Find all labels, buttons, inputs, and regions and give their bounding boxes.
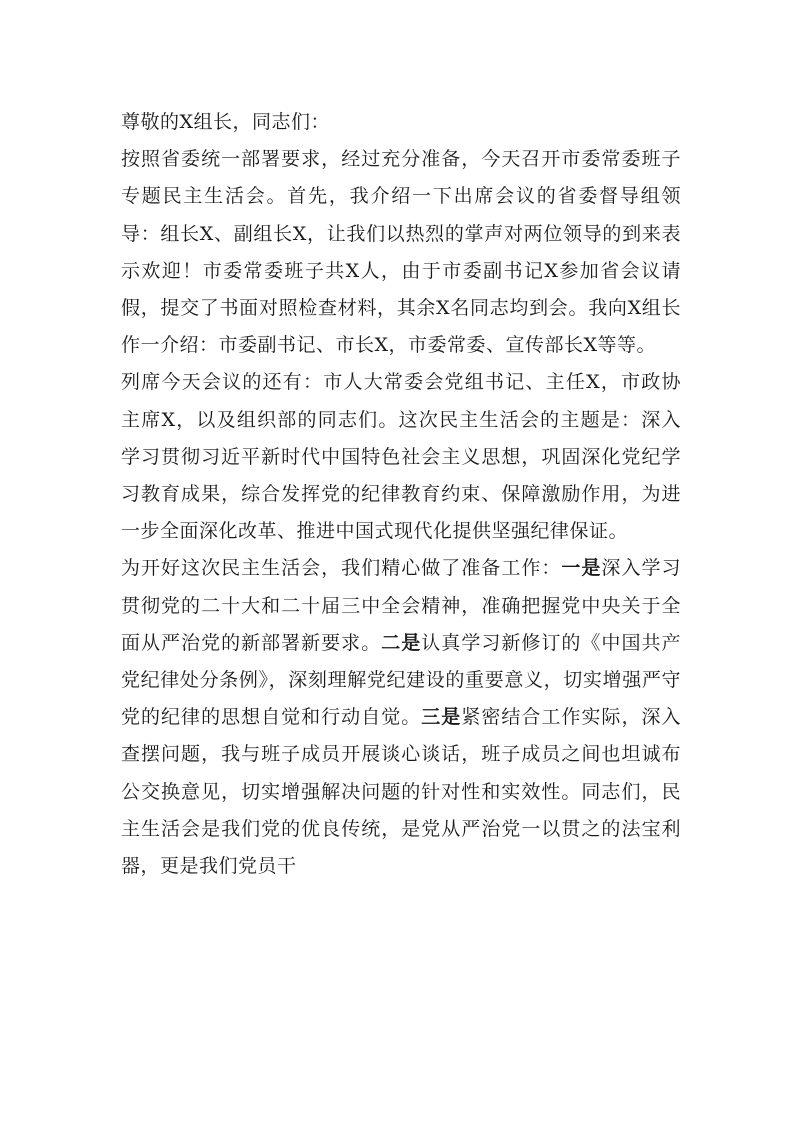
paragraph-text: 认真学习新修订的《中国共产党纪律处分条例》，深刻理解党纪建设的重要意义，切实增强严守党的纪律的思想自觉和行动自觉。 — [121, 631, 681, 729]
paragraph-1 — [121, 141, 681, 364]
paragraph-text: 深入学习贯彻党的二十大和二十届三中全会精神，准确把握党中央关于全面从严治党的新部署新要求。 — [121, 557, 681, 654]
document-body — [121, 104, 681, 885]
paragraph-text: 紧密结合工作实际，深入查摆问题，我与班子成员开展谈心谈话，班子成员之间也坦诚布公交换意见，切实增强解决问题的针对性和实效性。同志们，民主生活会是我们党的优良传统，是党从严治党一以贯之的法宝利器，更是我们党员干 — [121, 706, 681, 878]
paragraph-text: 列席今天会议的还有：市人大常委会党组书记、主任X，市政协主席X，以及组织部的同志们。这次民主生活会的主题是：深入学习贯彻习近平新时代中国特色社会主义思想，巩固深化党纪学习教育成果，综合发挥党的纪律教育约束、保障激励作用，为进一步全面深化改革、推进中国式现代化提供坚强纪律保证。 — [121, 371, 681, 543]
salutation: 尊敬的X组长，同志们： — [121, 111, 331, 133]
paragraph-text: 为开好这次民主生活会，我们精心做了准备工作： — [121, 557, 562, 580]
point-marker-1: 一是 — [561, 557, 602, 580]
paragraph-3 — [121, 550, 681, 885]
paragraph-2 — [121, 364, 681, 550]
paragraph-text: 按照省委统一部署要求，经过充分准备，今天召开市委常委班子专题民主生活会。首先，我介绍一下出席会议的省委督导组领导：组长X、副组长X，让我们以热烈的掌声对两位领导的到来表示欢迎！市委常委班子共X人，由于市委副书记X参加省会议请假，提交了书面对照检查材料，其余X名同志均到会。我向X组长作一介绍：市委副书记、市长X，市委常委、宣传部长X等等。 — [121, 148, 681, 357]
point-marker-2: 二是 — [381, 631, 422, 654]
point-marker-3: 三是 — [421, 706, 462, 729]
